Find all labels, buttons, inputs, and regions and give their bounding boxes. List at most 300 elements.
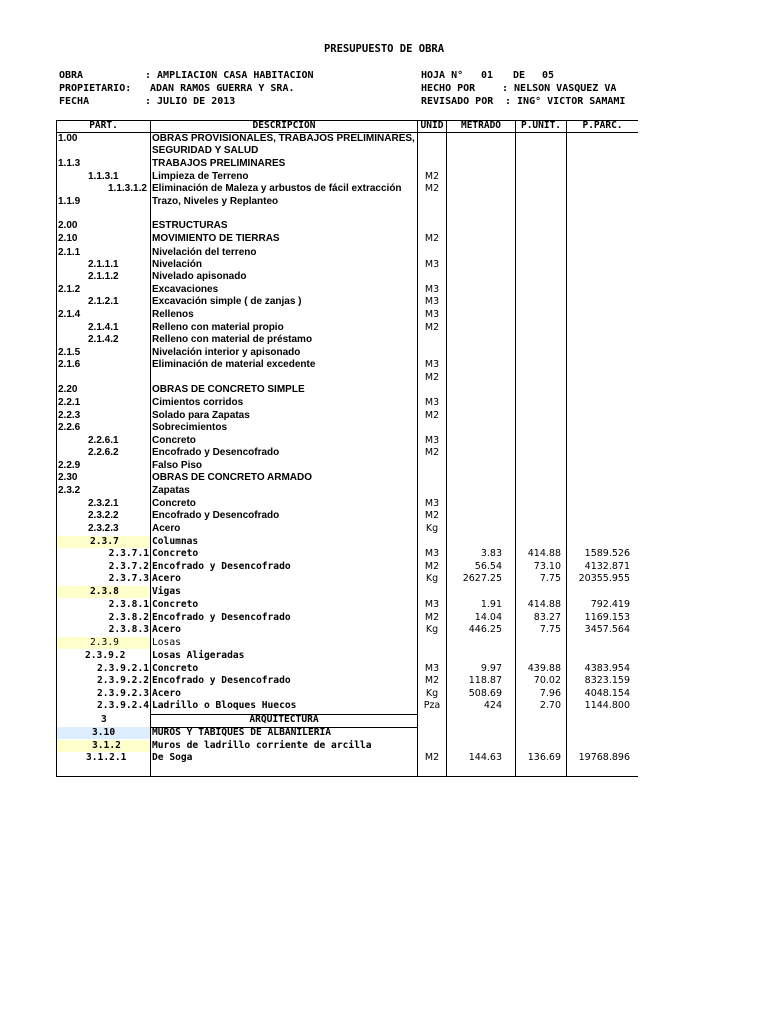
row-unit-price bbox=[516, 485, 561, 497]
row-unit bbox=[418, 740, 446, 752]
row-unit-price bbox=[516, 133, 561, 145]
row-description: Losas bbox=[152, 637, 181, 648]
row-metrado bbox=[447, 510, 502, 522]
row-description: OBRAS DE CONCRETO ARMADO bbox=[152, 472, 313, 483]
row-description: Ladrillo o Bloques Huecos bbox=[152, 700, 297, 711]
row-unit: Kg bbox=[425, 688, 439, 699]
row-unit: M3 bbox=[424, 284, 440, 295]
row-partial-price bbox=[567, 410, 630, 422]
row-unit-price bbox=[516, 714, 561, 726]
table-row bbox=[0, 247, 768, 259]
row-description: Trazo, Niveles y Replanteo bbox=[152, 196, 279, 207]
row-unit-price bbox=[516, 523, 561, 535]
row-description: Concreto bbox=[152, 435, 196, 446]
row-metrado bbox=[447, 397, 502, 409]
row-code: 2.3.9.2.2 bbox=[97, 675, 149, 686]
page-title: PRESUPUESTO DE OBRA bbox=[323, 43, 445, 55]
table-row bbox=[0, 145, 768, 157]
row-unit bbox=[418, 586, 446, 598]
row-unit bbox=[418, 472, 446, 484]
row-unit bbox=[418, 145, 446, 157]
row-partial-price bbox=[567, 714, 630, 726]
row-partial-price bbox=[567, 384, 630, 396]
row-metrado bbox=[447, 183, 502, 195]
row-metrado bbox=[447, 435, 502, 447]
row-code: 3.1.2 bbox=[92, 740, 121, 751]
table-row bbox=[0, 485, 768, 497]
row-code: 2.3.7.2 bbox=[108, 561, 149, 572]
row-unit-price bbox=[516, 372, 561, 384]
row-unit-price bbox=[516, 422, 561, 434]
row-unit-price bbox=[516, 384, 561, 396]
row-unit: M3 bbox=[424, 498, 440, 509]
row-unit: M3 bbox=[424, 599, 440, 610]
table-row bbox=[0, 624, 768, 636]
row-code: 3.1.2.1 bbox=[86, 752, 127, 763]
hoja-de: DE bbox=[513, 70, 526, 81]
row-description: Rellenos bbox=[152, 309, 194, 320]
row-unit-price bbox=[516, 233, 561, 245]
row-description: Acero bbox=[152, 523, 181, 534]
row-metrado bbox=[447, 523, 502, 535]
row-description: Losas Aligeradas bbox=[152, 650, 245, 661]
row-unit-price: 414.88 bbox=[527, 548, 561, 559]
table-row bbox=[0, 196, 768, 208]
row-partial-price bbox=[567, 586, 630, 598]
row-metrado bbox=[447, 171, 502, 183]
table-row bbox=[0, 271, 768, 283]
table-row bbox=[0, 714, 768, 726]
row-metrado bbox=[447, 460, 502, 472]
row-description: Encofrado y Desencofrado bbox=[152, 675, 291, 686]
row-metrado bbox=[447, 714, 502, 726]
table-row bbox=[0, 663, 768, 675]
row-metrado: 1.91 bbox=[480, 599, 502, 610]
row-metrado: 118.87 bbox=[468, 675, 502, 686]
row-unit-price bbox=[516, 397, 561, 409]
row-unit bbox=[418, 460, 446, 472]
row-description: Encofrado y Desencofrado bbox=[152, 447, 280, 458]
row-code: 2.20 bbox=[58, 384, 78, 395]
row-code: 2.3.7.1 bbox=[108, 548, 149, 559]
row-unit-price: 414.88 bbox=[527, 599, 561, 610]
row-partial-price: 792.419 bbox=[590, 599, 630, 610]
row-code: 2.1.1.1 bbox=[88, 259, 119, 270]
row-unit-price bbox=[516, 284, 561, 296]
row-description: Muros de ladrillo corriente de arcilla bbox=[152, 740, 372, 751]
table-row bbox=[0, 612, 768, 624]
row-unit-price bbox=[516, 498, 561, 510]
row-unit-price bbox=[516, 536, 561, 548]
row-description: Concreto bbox=[152, 663, 199, 674]
row-partial-price: 1169.153 bbox=[584, 612, 630, 623]
table-row bbox=[0, 727, 768, 739]
table-row bbox=[0, 133, 768, 145]
row-code: 2.1.2.1 bbox=[88, 296, 119, 307]
row-unit-price bbox=[516, 510, 561, 522]
row-partial-price: 1144.800 bbox=[584, 700, 630, 711]
hecho-label: HECHO POR bbox=[421, 83, 476, 94]
row-code: 2.1.6 bbox=[58, 359, 81, 370]
row-description: Acero bbox=[152, 624, 181, 635]
row-code: 2.3.2 bbox=[58, 485, 81, 496]
row-metrado: 14.04 bbox=[474, 612, 502, 623]
row-code: 1.1.3 bbox=[58, 158, 81, 169]
row-unit: M2 bbox=[424, 372, 440, 383]
table-row bbox=[0, 523, 768, 535]
table-row bbox=[0, 752, 768, 764]
table-row bbox=[0, 359, 768, 371]
table-row bbox=[0, 284, 768, 296]
row-partial-price bbox=[567, 309, 630, 321]
table-row bbox=[0, 460, 768, 472]
row-partial-price: 4132.871 bbox=[584, 561, 630, 572]
row-metrado bbox=[447, 296, 502, 308]
row-description: Encofrado y Desencofrado bbox=[152, 561, 291, 572]
row-description: De Soga bbox=[152, 752, 193, 763]
col-header-pparc: P.PARC. bbox=[582, 120, 623, 131]
row-unit-price bbox=[516, 740, 561, 752]
row-unit: M3 bbox=[424, 397, 440, 408]
row-code: 2.1.4.1 bbox=[88, 322, 119, 333]
row-metrado bbox=[447, 727, 502, 739]
col-header-punit: P.UNIT. bbox=[520, 120, 562, 131]
table-row bbox=[0, 700, 768, 712]
row-partial-price bbox=[567, 334, 630, 346]
row-partial-price bbox=[567, 296, 630, 308]
hoja-total: 05 bbox=[542, 70, 555, 81]
row-partial-price bbox=[567, 498, 630, 510]
table-row bbox=[0, 259, 768, 271]
row-metrado: 56.54 bbox=[474, 561, 502, 572]
row-unit-price bbox=[516, 637, 561, 649]
row-partial-price bbox=[567, 347, 630, 359]
row-metrado: 446.25 bbox=[468, 624, 502, 635]
row-unit: M2 bbox=[424, 322, 440, 333]
col-header-metrado: METRADO bbox=[460, 120, 502, 131]
row-metrado bbox=[447, 372, 502, 384]
row-unit bbox=[418, 422, 446, 434]
row-description: Relleno con material propio bbox=[152, 322, 284, 333]
row-partial-price bbox=[567, 372, 630, 384]
row-partial-price bbox=[567, 233, 630, 245]
table-row bbox=[0, 740, 768, 752]
row-description: Sobrecimientos bbox=[152, 422, 228, 433]
hecho-value: : NELSON VASQUEZ VA bbox=[502, 83, 617, 94]
fecha-label: FECHA bbox=[59, 96, 90, 107]
row-partial-price: 4383.954 bbox=[584, 663, 630, 674]
table-row bbox=[0, 384, 768, 396]
row-unit-price bbox=[516, 196, 561, 208]
row-code: 2.3.7.3 bbox=[108, 573, 149, 584]
row-metrado bbox=[447, 536, 502, 548]
table-row bbox=[0, 435, 768, 447]
row-code: 2.2.6 bbox=[58, 422, 81, 433]
row-partial-price bbox=[567, 637, 630, 649]
row-metrado bbox=[447, 740, 502, 752]
row-unit: M2 bbox=[424, 233, 440, 244]
row-description: Eliminación de material excedente bbox=[152, 359, 316, 370]
hoja-num: 01 bbox=[481, 70, 494, 81]
row-description: Zapatas bbox=[152, 485, 190, 496]
table-row bbox=[0, 536, 768, 548]
row-metrado bbox=[447, 485, 502, 497]
row-metrado: 424 bbox=[483, 700, 502, 711]
row-unit bbox=[418, 133, 446, 145]
row-partial-price bbox=[567, 284, 630, 296]
row-unit: M3 bbox=[424, 259, 440, 270]
table-row bbox=[0, 334, 768, 346]
propietario-label: PROPIETARIO: bbox=[59, 83, 132, 94]
row-unit-price bbox=[516, 359, 561, 371]
row-unit-price bbox=[516, 259, 561, 271]
row-partial-price bbox=[567, 510, 630, 522]
row-metrado: 508.69 bbox=[468, 688, 502, 699]
row-description: Acero bbox=[152, 688, 181, 699]
row-description: Concreto bbox=[152, 498, 196, 509]
row-description: ARQUITECTURA bbox=[249, 714, 319, 725]
row-description: Excavación simple ( de zanjas ) bbox=[152, 296, 302, 307]
row-unit bbox=[418, 536, 446, 548]
row-unit bbox=[418, 650, 446, 662]
table-row bbox=[0, 447, 768, 459]
row-unit: M2 bbox=[424, 410, 440, 421]
row-unit-price bbox=[516, 145, 561, 157]
row-metrado bbox=[447, 384, 502, 396]
row-unit: M3 bbox=[424, 435, 440, 446]
row-code: 2.3.2.1 bbox=[88, 498, 119, 509]
row-unit: M3 bbox=[424, 309, 440, 320]
table-row bbox=[0, 158, 768, 170]
row-metrado bbox=[447, 322, 502, 334]
row-code: 1.00 bbox=[58, 133, 78, 144]
row-code: 3 bbox=[101, 714, 107, 725]
obra-value: : AMPLIACION CASA HABITACION bbox=[145, 70, 314, 81]
row-partial-price bbox=[567, 485, 630, 497]
row-partial-price: 3457.564 bbox=[584, 624, 630, 635]
row-partial-price bbox=[567, 158, 630, 170]
row-metrado bbox=[447, 650, 502, 662]
row-description: Concreto bbox=[152, 548, 199, 559]
row-metrado: 3.83 bbox=[480, 548, 502, 559]
row-description: Limpieza de Terreno bbox=[152, 171, 249, 182]
row-description: Encofrado y Desencofrado bbox=[152, 612, 291, 623]
revisado-label: REVISADO POR bbox=[421, 96, 494, 107]
row-unit: Pza bbox=[423, 700, 441, 711]
row-partial-price bbox=[567, 422, 630, 434]
table-row bbox=[0, 410, 768, 422]
row-description: Concreto bbox=[152, 599, 199, 610]
row-code: 2.00 bbox=[58, 220, 78, 231]
table-row bbox=[0, 309, 768, 321]
row-metrado bbox=[447, 498, 502, 510]
row-metrado bbox=[447, 247, 502, 259]
obra-label: OBRA bbox=[59, 70, 84, 81]
table-row bbox=[0, 675, 768, 687]
row-unit-price bbox=[516, 220, 561, 232]
col-header-unit: UNID bbox=[420, 120, 444, 131]
row-metrado bbox=[447, 410, 502, 422]
row-code: 2.2.6.1 bbox=[88, 435, 119, 446]
row-unit-price: 2.70 bbox=[539, 700, 561, 711]
row-partial-price bbox=[567, 447, 630, 459]
row-unit-price bbox=[516, 447, 561, 459]
row-metrado bbox=[447, 220, 502, 232]
row-unit-price: 7.75 bbox=[539, 573, 561, 584]
row-unit: Kg bbox=[425, 523, 439, 534]
row-partial-price bbox=[567, 259, 630, 271]
row-partial-price bbox=[567, 650, 630, 662]
row-unit-price: 73.10 bbox=[533, 561, 561, 572]
row-partial-price bbox=[567, 145, 630, 157]
row-partial-price bbox=[567, 247, 630, 259]
row-partial-price: 4048.154 bbox=[584, 688, 630, 699]
row-unit-price bbox=[516, 158, 561, 170]
row-code: 2.3.8.1 bbox=[108, 599, 149, 610]
row-unit-price bbox=[516, 171, 561, 183]
row-code: 2.1.2 bbox=[58, 284, 81, 295]
row-unit: M3 bbox=[424, 359, 440, 370]
row-partial-price bbox=[567, 460, 630, 472]
row-unit-price: 83.27 bbox=[533, 612, 561, 623]
table-row bbox=[0, 171, 768, 183]
table-row bbox=[0, 183, 768, 195]
row-code: 1.1.9 bbox=[58, 196, 81, 207]
row-unit-price bbox=[516, 334, 561, 346]
row-unit bbox=[418, 158, 446, 170]
row-partial-price: 20355.955 bbox=[578, 573, 630, 584]
row-unit-price bbox=[516, 309, 561, 321]
row-description: Cimientos corridos bbox=[152, 397, 244, 408]
row-code: 2.3.8 bbox=[90, 586, 119, 597]
row-unit-price bbox=[516, 347, 561, 359]
row-unit-price bbox=[516, 247, 561, 259]
table-row bbox=[0, 296, 768, 308]
row-unit-price bbox=[516, 727, 561, 739]
row-code: 2.1.1 bbox=[58, 247, 81, 258]
row-code: 2.30 bbox=[58, 472, 78, 483]
row-code: 2.1.5 bbox=[58, 347, 81, 358]
row-unit-price bbox=[516, 410, 561, 422]
table-row bbox=[0, 510, 768, 522]
row-metrado: 144.63 bbox=[468, 752, 502, 763]
row-unit: M2 bbox=[424, 561, 440, 572]
row-partial-price bbox=[567, 472, 630, 484]
row-partial-price bbox=[567, 133, 630, 145]
row-unit bbox=[418, 727, 446, 739]
row-description: TRABAJOS PRELIMINARES bbox=[152, 158, 286, 169]
row-code: 2.2.6.2 bbox=[88, 447, 119, 458]
row-unit: Kg bbox=[425, 573, 439, 584]
row-description: OBRAS DE CONCRETO SIMPLE bbox=[152, 384, 305, 395]
row-unit: Kg bbox=[425, 624, 439, 635]
row-partial-price bbox=[567, 322, 630, 334]
row-metrado: 2627.25 bbox=[462, 573, 502, 584]
row-partial-price bbox=[567, 359, 630, 371]
row-description: Solado para Zapatas bbox=[152, 410, 250, 421]
row-code: 1.1.3.1.2 bbox=[108, 183, 147, 194]
row-partial-price bbox=[567, 183, 630, 195]
table-row bbox=[0, 561, 768, 573]
row-description: Encofrado y Desencofrado bbox=[152, 510, 280, 521]
row-unit-price bbox=[516, 586, 561, 598]
row-unit bbox=[418, 485, 446, 497]
row-metrado bbox=[447, 359, 502, 371]
row-code: 2.1.4 bbox=[58, 309, 81, 320]
row-unit-price bbox=[516, 650, 561, 662]
row-description: Excavaciones bbox=[152, 284, 219, 295]
row-partial-price bbox=[567, 196, 630, 208]
row-description: MUROS Y TABIQUES DE ALBANILERIA bbox=[152, 727, 332, 738]
table-row bbox=[0, 347, 768, 359]
row-unit: M2 bbox=[424, 612, 440, 623]
row-metrado bbox=[447, 447, 502, 459]
row-partial-price bbox=[567, 271, 630, 283]
table-row bbox=[0, 220, 768, 232]
row-metrado bbox=[447, 145, 502, 157]
row-code: 2.3.9.2.4 bbox=[97, 700, 149, 711]
table-row bbox=[0, 637, 768, 649]
row-description: Nivelación del terreno bbox=[152, 247, 257, 258]
row-metrado bbox=[447, 637, 502, 649]
row-description: Vigas bbox=[152, 586, 181, 597]
row-description: Nivelado apisonado bbox=[152, 271, 247, 282]
row-metrado bbox=[447, 422, 502, 434]
row-unit-price bbox=[516, 460, 561, 472]
row-description: Relleno con material de préstamo bbox=[152, 334, 313, 345]
row-metrado bbox=[447, 259, 502, 271]
row-code: 2.2.9 bbox=[58, 460, 81, 471]
row-partial-price bbox=[567, 727, 630, 739]
table-row bbox=[0, 498, 768, 510]
row-code: 2.3.2.3 bbox=[88, 523, 119, 534]
row-unit-price: 70.02 bbox=[533, 675, 561, 686]
row-unit-price: 439.88 bbox=[527, 663, 561, 674]
row-metrado bbox=[447, 271, 502, 283]
row-unit bbox=[418, 637, 446, 649]
table-row bbox=[0, 573, 768, 585]
table-row bbox=[0, 586, 768, 598]
row-partial-price bbox=[567, 220, 630, 232]
row-unit bbox=[418, 384, 446, 396]
row-code: 3.10 bbox=[92, 727, 116, 738]
col-header-part: PART. bbox=[89, 120, 118, 131]
row-unit-price: 7.96 bbox=[539, 688, 561, 699]
row-metrado bbox=[447, 472, 502, 484]
row-unit-price bbox=[516, 296, 561, 308]
row-unit: M2 bbox=[424, 752, 440, 763]
row-unit: M3 bbox=[424, 296, 440, 307]
row-unit bbox=[418, 271, 446, 283]
row-unit-price bbox=[516, 472, 561, 484]
table-row bbox=[0, 472, 768, 484]
row-code: 2.2.1 bbox=[58, 397, 81, 408]
table-row bbox=[0, 599, 768, 611]
table-row bbox=[0, 322, 768, 334]
table-row bbox=[0, 688, 768, 700]
row-description: MOVIMIENTO DE TIERRAS bbox=[152, 233, 280, 244]
row-unit: M3 bbox=[424, 548, 440, 559]
row-metrado bbox=[447, 158, 502, 170]
row-unit-price bbox=[516, 271, 561, 283]
row-unit-price: 7.75 bbox=[539, 624, 561, 635]
col-header-desc: DESCRIPCION bbox=[252, 120, 316, 131]
row-code: 2.3.8.3 bbox=[108, 624, 149, 635]
propietario-value: ADAN RAMOS GUERRA Y SRA. bbox=[150, 83, 295, 94]
row-unit-price: 136.69 bbox=[527, 752, 561, 763]
row-metrado bbox=[447, 586, 502, 598]
row-description: OBRAS PROVISIONALES, TRABAJOS PRELIMINARES, bbox=[152, 133, 415, 144]
